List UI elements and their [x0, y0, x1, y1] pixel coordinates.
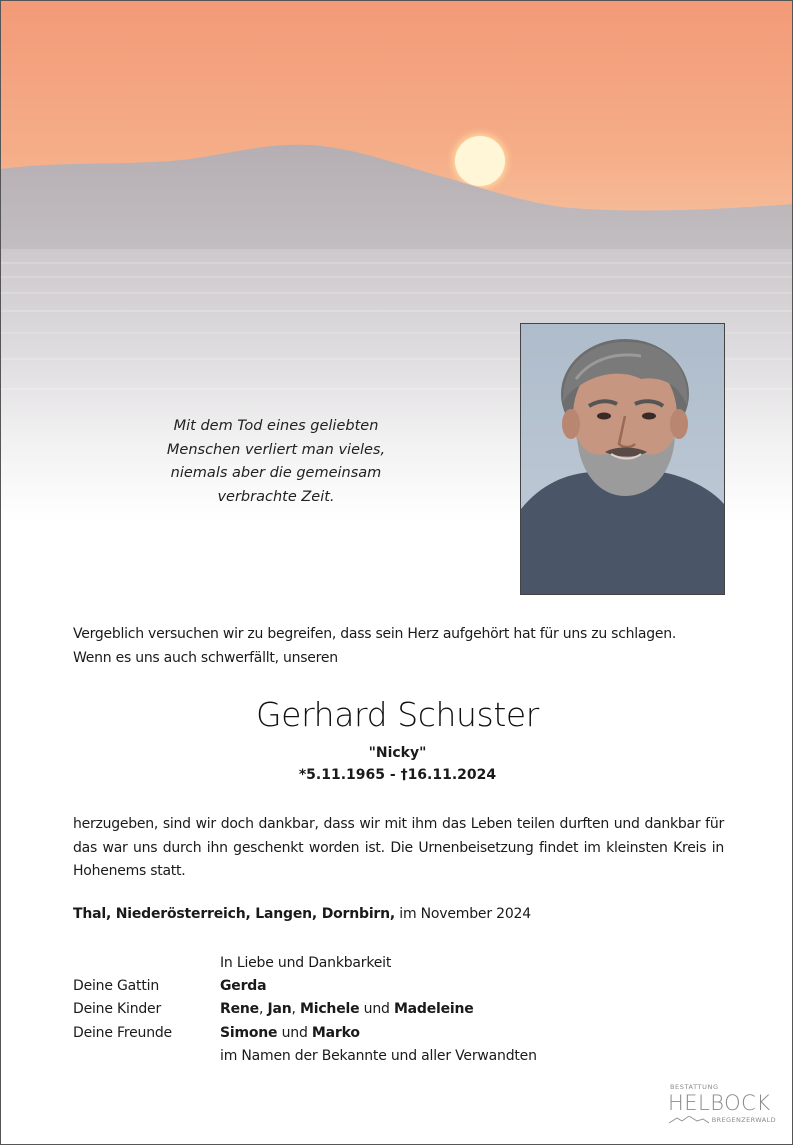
separator: und	[277, 1025, 312, 1041]
intro-line: Wenn es uns auch schwerfällt, unseren	[73, 650, 338, 666]
child-name: Madeleine	[393, 1001, 474, 1017]
logo-main-text: HELBOCK	[668, 1091, 771, 1115]
relatives-text: im Namen der Bekannte und aller Verwandten	[220, 1048, 537, 1064]
wife-name: Gerda	[220, 978, 267, 994]
deceased-nickname: "Nicky"	[368, 745, 427, 761]
wife-label: Deine Gattin	[73, 978, 159, 994]
funeral-home-logo	[665, 1083, 777, 1127]
memorial-quote	[111, 415, 441, 509]
child-name: Michele	[300, 1001, 360, 1017]
quote-line: niemals aber die gemeinsam	[170, 465, 382, 481]
child-name: Rene	[220, 1001, 259, 1017]
intro-text	[73, 622, 723, 670]
intro-line: Vergeblich versuchen wir zu begreifen, dass sein Herz aufgehört hat für uns zu schlagen.	[73, 626, 677, 642]
separator: und	[359, 1001, 394, 1017]
logo-sub-text: BREGENZERWALD	[711, 1116, 776, 1124]
children-label: Deine Kinder	[73, 1001, 162, 1017]
mountain-icon	[669, 1116, 709, 1124]
body-paragraph: herzugeben, sind wir doch dankbar, dass wir mit ihm das Leben teilen durften und dankbar für das war uns durch ihn geschenkt worden ist. Die Urnenbeisetzung findet im kleinsten Kreis in Hohenems statt.	[73, 816, 724, 879]
friends-label: Deine Freunde	[73, 1025, 172, 1041]
place-date: im November 2024	[395, 906, 531, 922]
life-dates: *5.11.1965 - †16.11.2024	[298, 767, 497, 783]
place-date-line	[73, 906, 724, 922]
separator: ,	[291, 1001, 300, 1017]
quote-line: verbrachte Zeit.	[217, 488, 335, 505]
separator: ,	[258, 1001, 268, 1017]
logo-top-text: BESTATTUNG	[670, 1083, 719, 1091]
portrait-photo	[520, 323, 725, 595]
quote-line: Menschen verliert man vieles,	[166, 441, 386, 458]
friend-name: Simone	[220, 1025, 278, 1041]
deceased-name: Gerhard Schuster	[256, 695, 539, 734]
child-name: Jan	[267, 1001, 292, 1017]
friend-name: Marko	[311, 1025, 360, 1041]
quote-line: Mit dem Tod eines geliebten	[173, 418, 379, 434]
place-locations: Thal, Niederösterreich, Langen, Dornbirn,	[73, 906, 396, 922]
closing-text: In Liebe und Dankbarkeit	[220, 955, 392, 971]
